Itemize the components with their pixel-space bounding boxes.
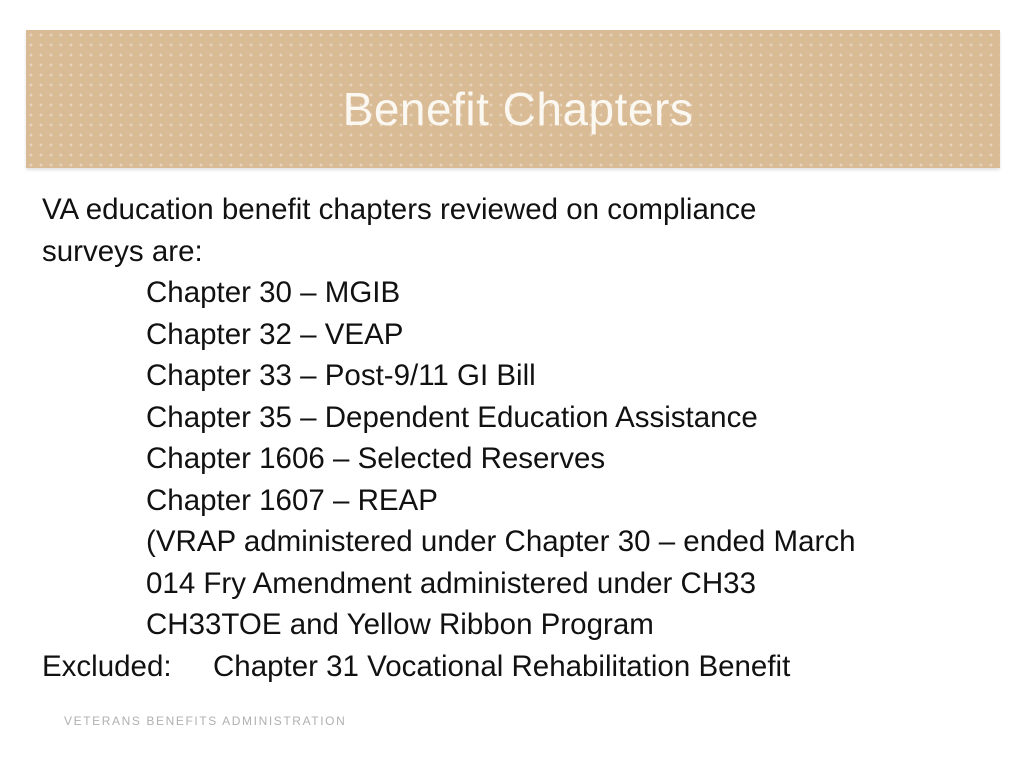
intro-line-2: surveys are: — [42, 234, 203, 268]
slide-body — [42, 189, 1002, 687]
excluded-line — [42, 646, 1002, 688]
intro-line-1: VA education benefit chapters reviewed on compliance — [42, 193, 757, 226]
chapter-item: Chapter 35 – Dependent Education Assistance — [146, 400, 758, 434]
chapter-item: CH33TOE and Yellow Ribbon Program — [146, 608, 654, 641]
excluded-label: Excluded: — [42, 649, 172, 683]
chapter-item: (VRAP administered under Chapter 30 – ended March — [146, 525, 856, 558]
chapter-item: Chapter 32 – VEAP — [146, 317, 404, 351]
chapter-item: Chapter 30 – MGIB — [146, 276, 401, 309]
excluded-value: Chapter 31 Vocational Rehabilitation Benefit — [213, 649, 791, 683]
chapter-item: 014 Fry Amendment administered under CH33 — [146, 566, 756, 600]
chapter-item: Chapter 1606 – Selected Reserves — [146, 442, 606, 475]
slide-title: Benefit Chapters — [342, 83, 694, 135]
title-banner — [26, 30, 1000, 168]
chapter-item: Chapter 33 – Post-9/11 GI Bill — [146, 359, 536, 392]
chapter-item: Chapter 1607 – REAP — [146, 483, 438, 517]
footer-org-name: VETERANS BENEFITS ADMINISTRATION — [64, 714, 347, 728]
